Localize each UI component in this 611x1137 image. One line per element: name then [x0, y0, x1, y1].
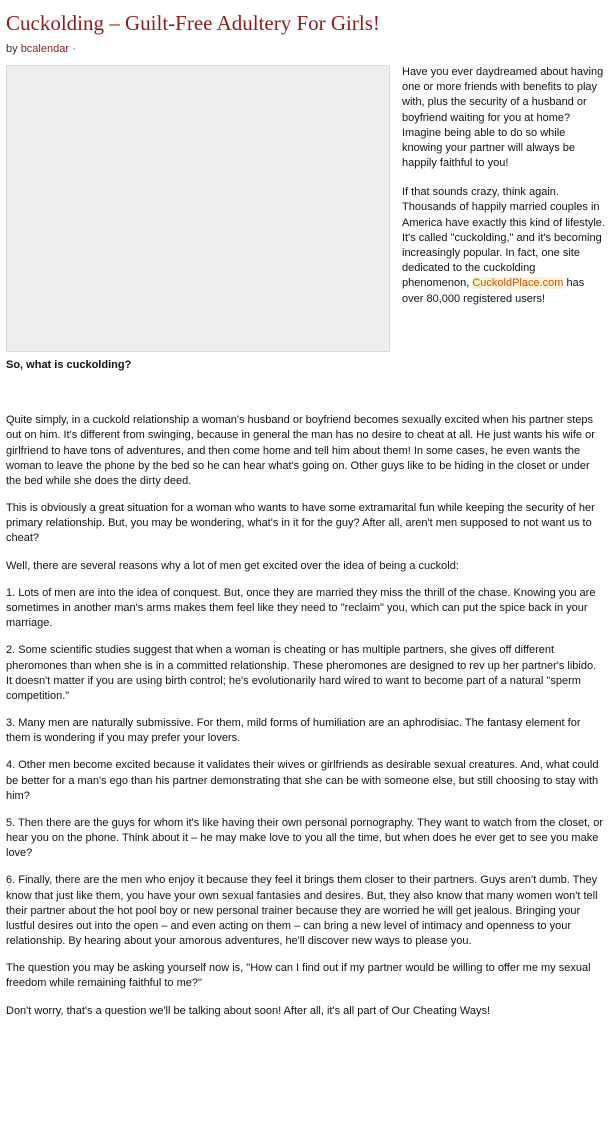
article-subheading: So, what is cuckolding? [6, 359, 132, 372]
intro-paragraph-2-tail: has over 80,000 registered users! [402, 277, 585, 305]
article-paragraph: 4. Other men become excited because it validates their wives or girlfriends as desirable sexual creatures. And, what could be better for a man's ego than his partner demonstrating that she can be with someone else, but still choosing to stay with him? [6, 759, 599, 802]
cuckoldplace-link[interactable]: CuckoldPlace.com [472, 277, 564, 290]
byline [6, 43, 605, 55]
article-paragraph: This is obviously a great situation for a woman who wants to have some extramarital fun while keeping the security of her primary relationship. But, you may be wondering, what's in it for the guy? After all, aren't men supposed to not want us to cheat? [6, 502, 595, 545]
article-title: Cuckolding – Guilt-Free Adultery For Girls! [6, 11, 380, 35]
article-photo [6, 65, 390, 352]
article-paragraph: 2. Some scientific studies suggest that when a woman is cheating or has multiple partners, she gives off different pheromones than when she is in a committed relationship. These pheromones are designed to rev up her partner's libido. It doesn't matter if you are using birth control; he's evolutionarily hard wired to want to become part of a natural "sperm competition." [6, 644, 597, 702]
article-paragraph: 5. Then there are the guys for whom it's like having their own personal pornography. They want to watch from the closet, or hear you on the phone. Think about it – he may make love to you all the time, but when does he ever get to see you make love? [6, 816, 604, 860]
article-paragraph: 1. Lots of men are into the idea of conquest. But, once they are married they miss the thrill of the chase. Knowing you are sometimes in another man's arms makes them feel like they need to "reclaim" you, which can put the spice back in your marriage. [6, 586, 596, 630]
article-paragraph: The question you may be asking yourself now is, "How can I find out if my partner would be willing to offer me my sexual freedom while remaining faithful to me?" [6, 962, 591, 990]
intro-paragraph-2-text: If that sounds crazy, think again. Thousands of happily married couples in America have exactly this kind of lifestyle. It's called "cuckolding," and it's becoming increasingly popular. In fact, one site dedicated to the cuckolding phenomenon, [402, 186, 605, 290]
byline-prefix: by [6, 43, 18, 56]
article-paragraph: 3. Many men are naturally submissive. For them, mild forms of humiliation are an aphrodisiac. The fantasy element for them is wondering if you may prefer your lovers. [6, 717, 581, 745]
intro-paragraph-1: Have you ever daydreamed about having one or more friends with benefits to play with, plus the security of a husband or boyfriend waiting for you at home? Imagine being able to do so while knowing your partner will always be happily faithful to you! [402, 66, 604, 170]
article-paragraph: Quite simply, in a cuckold relationship a woman's husband or boyfriend becomes sexually excited when his partner steps out on him. It's different from swinging, because in general the man has no desire to cheat at all. He just wants his wife or girlfriend to have tons of adventures, and then come home and tell him about them! In some cases, he even wants the woman to leave the phone by the bed so he can hear what's going on. Other guys like to be hiding in the closet or under the bed while she does the dirty deed. [6, 414, 595, 487]
article-paragraph: Don't worry, that's a question we'll be talking about soon! After all, it's all part of Our Cheating Ways! [6, 1004, 491, 1017]
article-paragraph: 6. Finally, there are the men who enjoy it because they feel it brings them closer to their partners. Guys aren't dumb. They know that just like them, you have your own sexual fantasies and desires. But, they also know that many women won't tell their partner about the hot pool boy or new personal trainer because they are worried he will get jealous. Bringing your lustful desires out into the open – and even acting on them – can bring a new level of intimacy and openness to your relationship. By hearing about your amorous adventures, he'll discover new ways to please you. [6, 874, 598, 948]
author-link[interactable]: bcalendar [20, 43, 70, 56]
article-paragraph: Well, there are several reasons why a lot of men get excited over the idea of being a cuckold: [6, 559, 459, 572]
byline-separator: · [72, 43, 76, 56]
article-body [6, 413, 605, 1019]
